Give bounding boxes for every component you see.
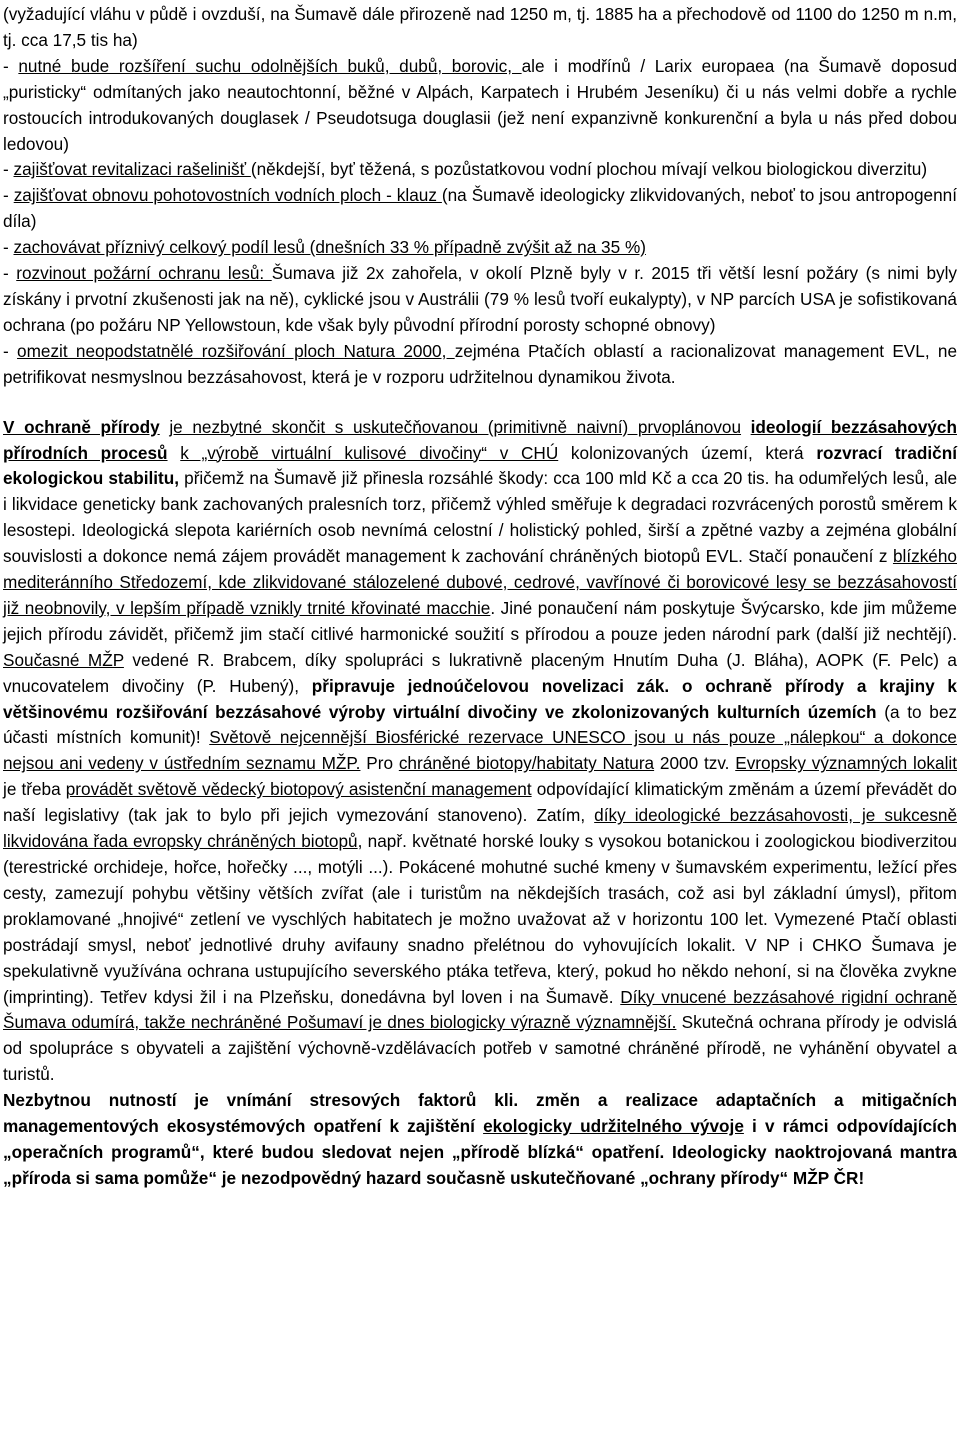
paragraph-text: Pro — [360, 753, 399, 774]
paragraph-text: kolonizovaných území, která — [558, 442, 817, 463]
list-dash: - — [3, 263, 17, 284]
list-item-fire-protection — [3, 261, 957, 339]
paragraph-text: zejména Ptačích oblastí a racionalizovat management EVL, ne petrifikovat nesmyslnou bezzásahovost, která je v rozporu udržitelnou dynamikou života. — [3, 340, 957, 387]
paragraph-nature-protection — [3, 415, 957, 1089]
paragraph-climate-conclusion — [3, 1088, 957, 1192]
underlined-text: provádět světově vědecký biotopový asistenční management — [65, 779, 532, 800]
bold-underlined-text: ekologicky udržitelného vývoje — [483, 1116, 744, 1137]
paragraph-text: Šumava již 2x zahořela, v okolí Plzně byly v r. 2015 tři větší lesní požáry (s nimi byly získány i prvotní zkušenosti jak na ně), cyklické jsou v Austrálii (79 % lesů tvoří eukalypty), v NP parcích USA je sofistikovaná ochrana (po požáru NP Yellowstoun, kde však byly původní přírodní porosty schopné obnovy) — [3, 263, 958, 335]
paragraph-text: . Jiné ponaučení nám poskytuje Švýcarsko, kde jim můžeme jejich přírodu závidět, přičemž jim stačí citlivé harmonické soužití s přírodou a pouze jeden národní park (další již nechtějí). — [3, 597, 957, 644]
bold-underlined-text: V ochraně přírody — [3, 416, 160, 437]
bold-text: připravuje jednoúčelovou novelizaci zák. o ochraně přírody a krajiny k většinovému rozšiřování bezzásahové výroby virtuální divočiny ve zkolonizovaných kulturních územích — [3, 675, 957, 722]
bold-text: rozvrací tradiční ekologickou stabilitu, — [3, 442, 958, 489]
list-item-water-reservoirs — [3, 183, 957, 235]
list-item-natura-2000 — [3, 339, 957, 391]
underlined-text: chráněné biotopy/habitaty Natura — [398, 753, 655, 774]
underlined-text: Současné MŽP — [3, 649, 124, 670]
paragraph-text: 2000 tzv. — [654, 753, 736, 774]
list-dash: - — [3, 159, 14, 180]
list-item-forest-share — [3, 235, 957, 261]
underlined-text: je nezbytné skončit s uskutečňovanou (primitivně naivní) prvoplánovou — [169, 416, 742, 437]
underlined-text: k „výrobě virtuální kulisové divočiny“ v CHÚ — [180, 442, 559, 463]
underlined-text: omezit neopodstatnělé rozšiřování ploch Natura 2000, — [17, 340, 455, 361]
list-item-peatlands — [3, 157, 957, 183]
underlined-text: Světově nejcennější Biosférické rezervace UNESCO jsou u nás pouze „nálepkou“ a dokonce nejsou ani vedeny v ústředním seznamu MŽP. — [3, 727, 957, 774]
paragraph-text: (na Šumavě ideologicky zlikvidovaných, neboť to jsou antropogenní díla) — [3, 185, 958, 232]
underlined-text: zachovávat příznivý celkový podíl lesů (dnešních 33 % případně zvýšit až na 35 %) — [13, 237, 646, 258]
underlined-text: díky ideologické bezzásahovosti, je sukcesně likvidována řada evropsky chráněných biotopů — [3, 805, 957, 852]
list-item-tree-species — [3, 54, 957, 158]
paragraph-text: vedené R. Brabcem, díky spolupráci s lukrativně placeným Hnutím Duha (J. Bláha), AOPK (F. Pelc) a vnucovatelem divočiny (P. Hubený), — [3, 649, 957, 696]
underlined-text: zajišťovat revitalizaci rašelinišť — [13, 159, 251, 180]
bold-underlined-text: ideologií bezzásahových přírodních procesů — [3, 416, 957, 463]
bold-text: i v rámci odpovídajících „operačních programů“, které budou sledovat nejen „přírodě blízká“ opatření. Ideologicky naoktrojovaná mantra „příroda si sama pomůže“ je nezodpovědný hazard současně uskutečňované „ochrany přírody“ MŽP ČR! — [3, 1116, 957, 1188]
list-dash: - — [3, 237, 14, 258]
underlined-text: Díky vnucené bezzásahové rigidní ochraně Šumava odumírá, takže nechráněné Pošumaví je dnes biologicky výrazně významnější. — [3, 986, 958, 1033]
list-dash: - — [3, 185, 14, 206]
paragraph-text: odpovídající klimatickým změnám a území převádět do naší legislativy (tak jak to bylo při jejich vymezování stanoveno). Zatím, — [3, 779, 957, 826]
paragraph-text: ale i modřínů / Larix europaea (na Šumavě doposud „puristicky“ odmítaných jako neautochtonní, běžné v Alpách, Karpatech i Hrubém Jeseníku) či u nás velmi dobře a rychle rostoucích introdukovaných douglasek / Pseudotsuga douglasii (jež není expanzivně konkurenční a byla u nás před dobou ledovou) — [3, 55, 957, 154]
paragraph-text — [741, 417, 751, 437]
paragraph-text: (a to bez účasti místních komunit)! — [3, 701, 957, 748]
paragraph-text: (někdejší, byť těžená, s pozůstatkovou vodní plochou mívají velkou biologickou diverzitu) — [250, 159, 928, 180]
paragraph-text: Skutečná ochrana přírody je odvislá od spolupráce s obyvateli a zajištění výchovně-vzdělávacích potřeb v samotné chráněné přírodě, ne vyhánění obyvatel a turistů. — [3, 1012, 957, 1085]
underlined-text: Evropsky významných lokalit — [735, 753, 957, 774]
paragraph-text: , např. květnaté horské louky s vysokou botanickou i zoologickou biodiverzitou (terestrické orchideje, hořce, hořečky ..., motýli ...). Pokácené mohutné suché kmeny v šumavském experimentu, ležící přes cesty, zamezují pohybu většiny větších zvířat (ale i turistům na někdejších trasách, což asi byl základní úmysl), přitom proklamované „hnojivé“ zetlení ve vyschlých habitatech je možno uvažovat až v horizontu 100 let. Vymezené Ptačí oblasti postrádají smysl, neboť jednotlivé druhy avifauny snadno přelétnou do vyhovujících lokalit. V NP i CHKO Šumava je spekulativně využívána ochrana ustupujícího severského ptáka tetřeva, který, pokud ho někdo nehoní, si na člověka zvykne (imprinting). Tetřev kdysi žil i na Plzeňsku, donedávna byl loven i na Šumavě. — [3, 831, 957, 1007]
underlined-text: blízkého mediteránního Středozemí, kde zlikvidované stálozelené dubové, cedrové, vavřínové či borovicové lesy se bezzásahovostí již neobnovily, v lepším případě vznikly trnité křovinaté macchie — [3, 546, 957, 618]
paragraph-text: je třeba — [3, 779, 66, 800]
paragraph-text: (vyžadující vláhu v půdě i ovzduší, na Šumavě dále přirozeně nad 1250 m, tj. 1885 ha a přechodově od 1100 do 1250 m n.m, tj. cca 17,5 tis ha) — [3, 4, 957, 50]
paragraph-text: přičemž na Šumavě již přinesla rozsáhlé škody: cca 100 mld Kč a cca 20 tis. ha odumřelých lesů, ale i likvidace geneticky bank zachovaných pralesních torz, přičemž výhled směřuje k degradaci rozvrácených porostů směrem k lesostepi. Ideologická slepota kariérních osob nevnímá celostní / holistický pohled, širší a zpětné vazby a zejména globální souvislosti a dokonce nemá zájem provádět management k zachování chráněných biotopů EVL. Stačí ponaučení z — [3, 468, 958, 567]
list-dash: - — [3, 340, 18, 361]
underlined-text: rozvinout požární ochranu lesů: — [16, 263, 272, 284]
bold-text: Nezbytnou nutností je vnímání stresových faktorů kli. změn a realizace adaptačních a mitigačních managementových ekosystémových opatření k zajištění — [3, 1090, 957, 1137]
underlined-text: zajišťovat obnovu pohotovostních vodních ploch - klauz — [13, 185, 442, 206]
paragraph-text — [168, 443, 181, 463]
list-dash: - — [3, 55, 19, 76]
underlined-text: nutné bude rozšíření suchu odolnějších buků, dubů, borovic, — [18, 55, 522, 76]
paragraph-text — [160, 417, 170, 437]
paragraph-spruce-intro — [3, 2, 957, 54]
